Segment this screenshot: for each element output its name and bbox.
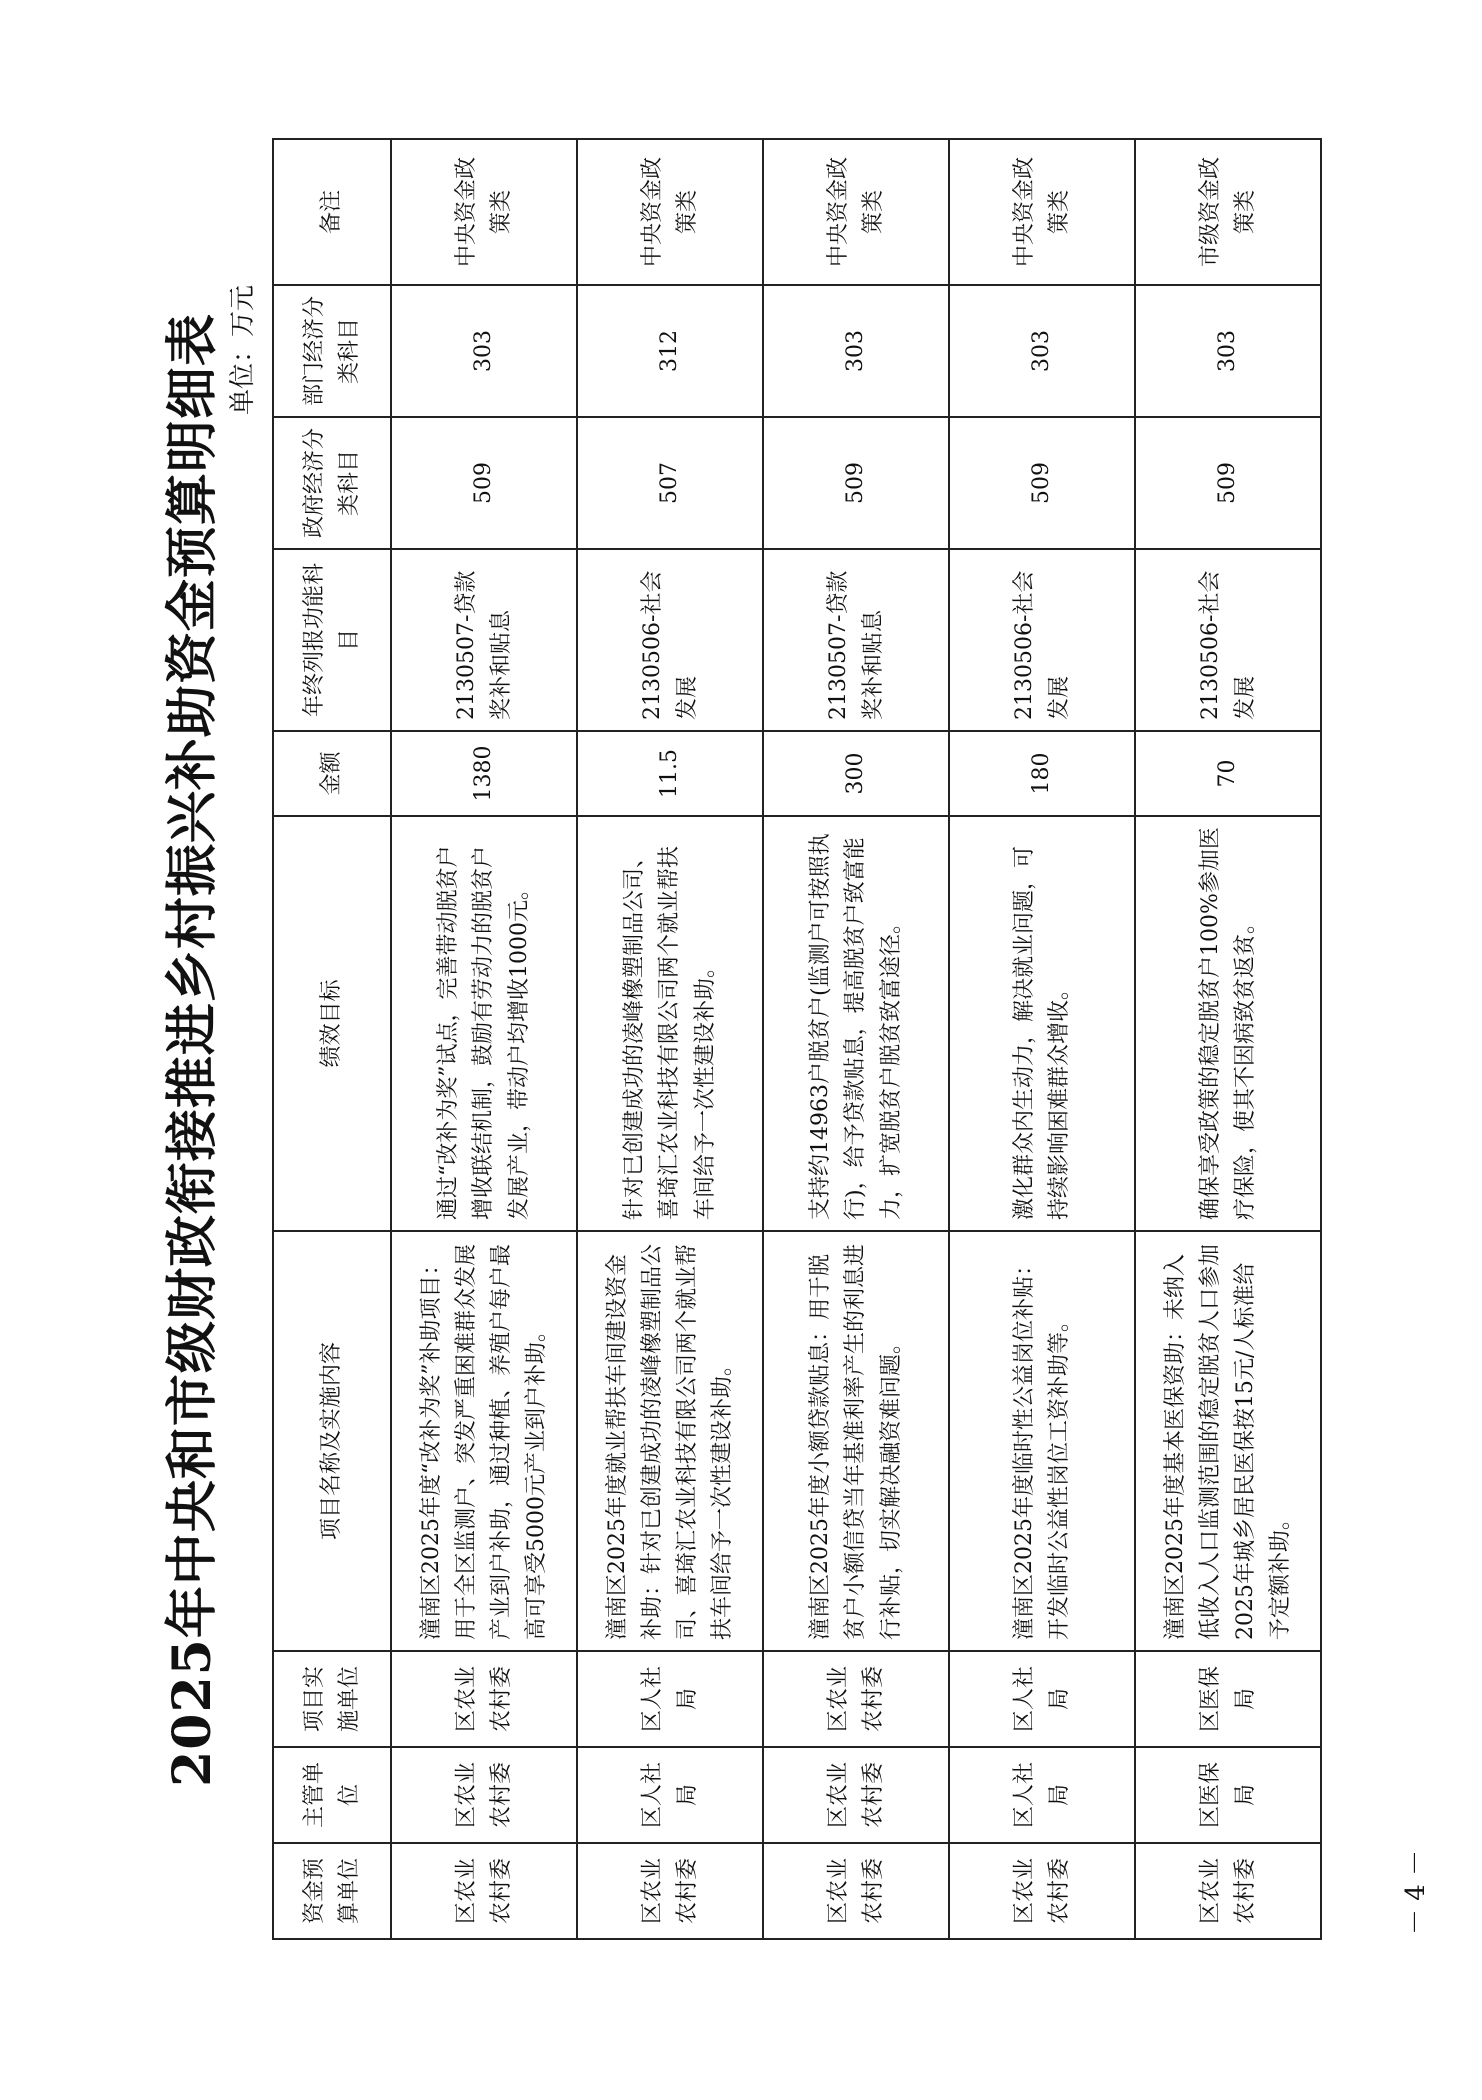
cell-implementer: 区人社局 bbox=[577, 1651, 763, 1747]
cell-budget-unit: 区农业农村委 bbox=[577, 1843, 763, 1939]
cell-implementer: 区农业农村委 bbox=[391, 1651, 577, 1747]
cell-supervisor: 区人社局 bbox=[949, 1747, 1135, 1843]
cell-performance-goal: 确保享受政策的稳定脱贫户100%参加医疗保险，使其不因病致贫返贫。 bbox=[1135, 816, 1321, 1231]
page-number: － 4 － bbox=[1401, 1849, 1431, 1935]
cell-function-subject: 2130506-社会发展 bbox=[1135, 549, 1321, 731]
cell-implementer: 区农业农村委 bbox=[763, 1651, 949, 1747]
cell-dept-economic-subject: 303 bbox=[949, 285, 1135, 417]
cell-function-subject: 2130507-贷款奖补和贴息 bbox=[763, 549, 949, 731]
header-budget-unit: 资金预算单位 bbox=[273, 1843, 391, 1939]
cell-supervisor: 区医保局 bbox=[1135, 1747, 1321, 1843]
header-performance-goal: 绩效目标 bbox=[273, 816, 391, 1231]
header-implementer: 项目实施单位 bbox=[273, 1651, 391, 1747]
cell-amount: 180 bbox=[949, 731, 1135, 816]
cell-budget-unit: 区农业农村委 bbox=[391, 1843, 577, 1939]
cell-supervisor: 区农业农村委 bbox=[763, 1747, 949, 1843]
cell-project-content: 潼南区2025年度就业帮扶车间建设资金补助：针对已创建成功的凌峰橡塑制品公司、喜琦汇农业科技有限公司两个就业帮扶车间给予一次性建设补助。 bbox=[577, 1231, 763, 1651]
cell-gov-economic-subject: 509 bbox=[391, 417, 577, 549]
cell-gov-economic-subject: 509 bbox=[1135, 417, 1321, 549]
cell-project-content: 潼南区2025年度临时性公益岗位补贴：开发临时公益性岗位工资补助等。 bbox=[949, 1231, 1135, 1651]
cell-gov-economic-subject: 507 bbox=[577, 417, 763, 549]
table-header-row bbox=[273, 139, 391, 1939]
cell-performance-goal: 针对已创建成功的凌峰橡塑制品公司、喜琦汇农业科技有限公司两个就业帮扶车间给予一次性建设补助。 bbox=[577, 816, 763, 1231]
header-gov-economic-subject: 政府经济分类科目 bbox=[273, 417, 391, 549]
cell-dept-economic-subject: 303 bbox=[763, 285, 949, 417]
cell-supervisor: 区农业农村委 bbox=[391, 1747, 577, 1843]
table-row bbox=[391, 139, 577, 1939]
cell-note: 中央资金政策类 bbox=[949, 139, 1135, 285]
cell-amount: 300 bbox=[763, 731, 949, 816]
cell-dept-economic-subject: 303 bbox=[391, 285, 577, 417]
header-amount: 金额 bbox=[273, 731, 391, 816]
cell-note: 中央资金政策类 bbox=[763, 139, 949, 285]
table-row bbox=[949, 139, 1135, 1939]
cell-function-subject: 2130507-贷款奖补和贴息 bbox=[391, 549, 577, 731]
cell-supervisor: 区人社局 bbox=[577, 1747, 763, 1843]
cell-gov-economic-subject: 509 bbox=[763, 417, 949, 549]
cell-amount: 11.5 bbox=[577, 731, 763, 816]
cell-note: 中央资金政策类 bbox=[391, 139, 577, 285]
header-project-content: 项目名称及实施内容 bbox=[273, 1231, 391, 1651]
header-note: 备注 bbox=[273, 139, 391, 285]
cell-dept-economic-subject: 312 bbox=[577, 285, 763, 417]
cell-project-content: 潼南区2025年度基本医保资助：未纳入低收入人口监测范围的稳定脱贫人口参加2025年城乡居民医保按15元/人标准给予定额补助。 bbox=[1135, 1231, 1321, 1651]
cell-gov-economic-subject: 509 bbox=[949, 417, 1135, 549]
cell-implementer: 区医保局 bbox=[1135, 1651, 1321, 1747]
cell-project-content: 潼南区2025年度小额贷款贴息：用于脱贫户小额信贷当年基准利率产生的利息进行补贴，切实解决融资难问题。 bbox=[763, 1231, 949, 1651]
cell-performance-goal: 支持约14963户脱贫户(监测户可按照执行)，给予贷款贴息，提高脱贫户致富能力，扩宽脱贫户脱贫致富途径。 bbox=[763, 816, 949, 1231]
table-row bbox=[763, 139, 949, 1939]
cell-budget-unit: 区农业农村委 bbox=[949, 1843, 1135, 1939]
cell-budget-unit: 区农业农村委 bbox=[1135, 1843, 1321, 1939]
cell-function-subject: 2130506-社会发展 bbox=[577, 549, 763, 731]
cell-amount: 70 bbox=[1135, 731, 1321, 816]
unit-label: 单位：万元 bbox=[228, 285, 258, 416]
cell-budget-unit: 区农业农村委 bbox=[763, 1843, 949, 1939]
cell-performance-goal: 激化群众内生动力，解决就业问题，可持续影响困难群众增收。 bbox=[949, 816, 1135, 1231]
cell-note: 市级资金政策类 bbox=[1135, 139, 1321, 285]
cell-implementer: 区人社局 bbox=[949, 1651, 1135, 1747]
cell-amount: 1380 bbox=[391, 731, 577, 816]
header-supervisor: 主管单位 bbox=[273, 1747, 391, 1843]
table-row bbox=[1135, 139, 1321, 1939]
page-title: 2025年中央和市级财政衔接推进乡村振兴补助资金预算明细表 bbox=[162, 313, 223, 1787]
header-dept-economic-subject: 部门经济分类科目 bbox=[273, 285, 391, 417]
header-function-subject: 年终列报功能科目 bbox=[273, 549, 391, 731]
cell-project-content: 潼南区2025年度“改补为奖”补助项目：用于全区监测户、突发严重困难群众发展产业到户补助，通过种植、养殖户每户最高可享受5000元产业到户补助。 bbox=[391, 1231, 577, 1651]
table-row bbox=[577, 139, 763, 1939]
cell-dept-economic-subject: 303 bbox=[1135, 285, 1321, 417]
budget-detail-table bbox=[272, 138, 1322, 1940]
cell-function-subject: 2130506-社会发展 bbox=[949, 549, 1135, 731]
cell-performance-goal: 通过“改补为奖”试点，完善带动脱贫户增收联结机制，鼓励有劳动力的脱贫户发展产业，带动户均增收1000元。 bbox=[391, 816, 577, 1231]
cell-note: 中央资金政策类 bbox=[577, 139, 763, 285]
